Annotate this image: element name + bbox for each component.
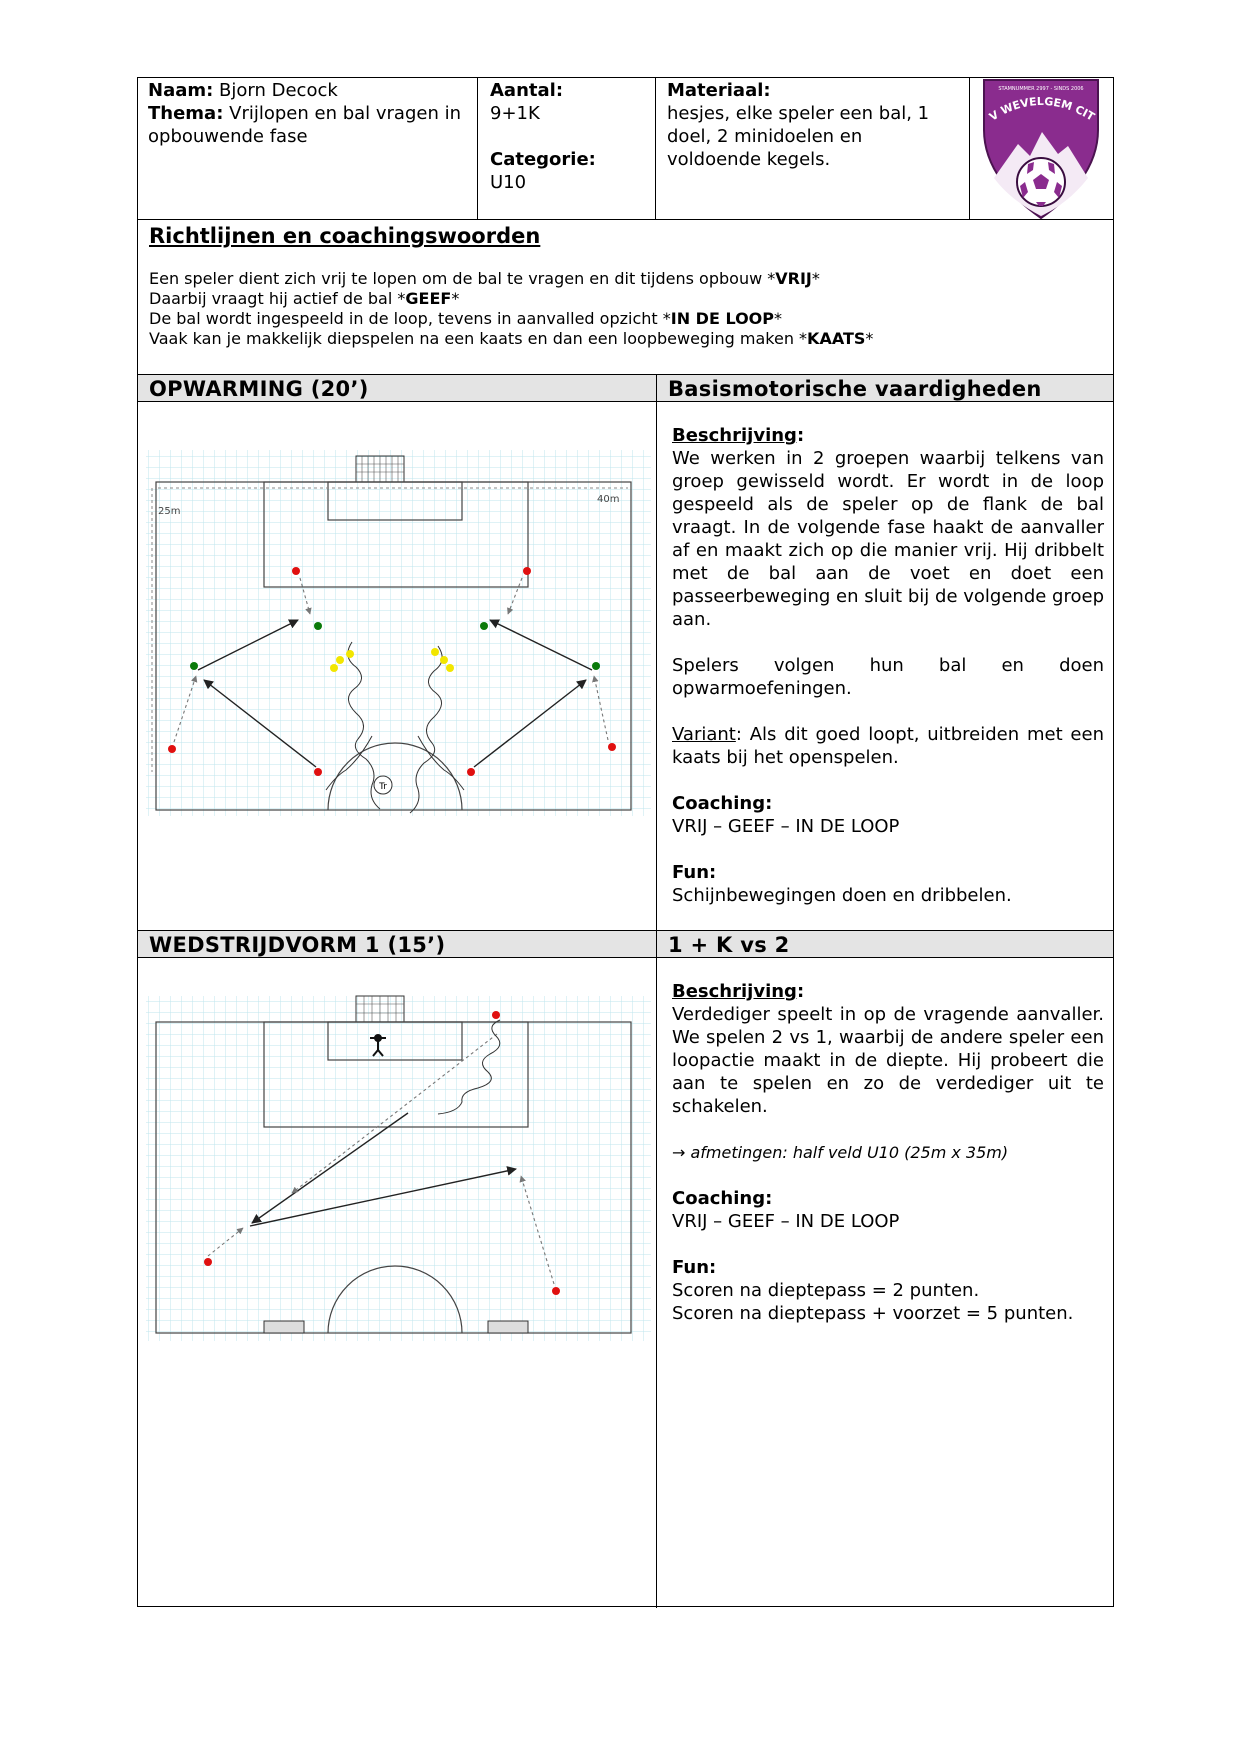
section1-body xyxy=(138,402,1113,931)
materiaal-cell xyxy=(656,78,970,219)
logo-small-text: STAMNUMMER 2997 - SINDS 2006 xyxy=(998,86,1084,92)
s1-coaching-label: Coaching: xyxy=(672,793,773,814)
materiaal-label: Materiaal: xyxy=(667,80,771,101)
dim-25m: 25m xyxy=(158,506,181,517)
s2-beschrijving: Verdediger speelt in op de vragende aanvaller. We spelen 2 vs 1, waarbij de andere speler een loopactie maakt in de diepte. Hij probeert die aan te spelen en zo de verdediger uit te schakelen. xyxy=(672,1004,1104,1117)
naam-value: Bjorn Decock xyxy=(219,80,338,101)
guideline-line-2: Daarbij vraagt hij actief de bal *GEEF* xyxy=(149,289,460,308)
categorie-value: U10 xyxy=(490,172,527,193)
s2-fun-line-2: Scoren na dieptepass + voorzet = 5 punten. xyxy=(672,1303,1074,1324)
logo-club-name: V WEVELGEM CIT xyxy=(986,94,1097,124)
section2-subtitle: 1 + K vs 2 xyxy=(668,933,790,957)
section1-subtitle: Basismotorische vaardigheden xyxy=(668,377,1042,401)
materiaal-value: hesjes, elke speler een bal, 1 doel, 2 minidoelen en voldoende kegels. xyxy=(667,103,930,170)
s1-coaching: VRIJ – GEEF – IN DE LOOP xyxy=(672,816,900,837)
thema-label: Thema: xyxy=(148,103,224,124)
dim-40m: 40m xyxy=(597,494,620,505)
s2-fun-line-1: Scoren na dieptepass = 2 punten. xyxy=(672,1280,980,1301)
trainer-label: Tr xyxy=(379,782,387,792)
training-sheet xyxy=(137,77,1114,1607)
s1-fun: Schijnbewegingen doen en dribbelen. xyxy=(672,885,1012,906)
thema-value: Vrijlopen en bal vragen in opbouwende fase xyxy=(148,103,462,147)
guidelines-row xyxy=(138,220,1113,375)
aantal-value: 9+1K xyxy=(490,103,540,124)
section1-header xyxy=(138,375,1113,402)
guidelines-title: Richtlijnen en coachingswoorden xyxy=(149,224,541,248)
s1-spelers: Spelers volgen hun bal en doen opwarmoefeningen. xyxy=(672,655,1104,699)
s1-beschrijving: We werken in 2 groepen waarbij telkens van groep gewisseld wordt. Er wordt in de loop gespeeld als de speler op de flank de bal vraagt. In de volgende fase haakt de aanvaller af en maakt zich op die manier vrij. Hij dribbelt met de bal aan de voet en doet een passeerbeweging en sluit bij de volgende groep aan. xyxy=(672,448,1104,630)
section2-header xyxy=(138,931,1113,958)
s1-beschrijving-label: Beschrijving xyxy=(672,425,797,446)
categorie-label: Categorie: xyxy=(490,149,596,170)
game-diagram xyxy=(138,958,657,1358)
section2-body xyxy=(138,958,1113,1608)
naam-thema-cell xyxy=(138,78,478,219)
pitch-grid-2 xyxy=(146,996,651,1341)
logo-cell xyxy=(970,78,1115,219)
mini-goal-right xyxy=(488,1321,528,1333)
s2-beschrijving-label: Beschrijving xyxy=(672,981,797,1002)
pitch-grid xyxy=(146,450,651,816)
s2-coaching: VRIJ – GEEF – IN DE LOOP xyxy=(672,1211,900,1232)
guideline-line-1: Een speler dient zich vrij te lopen om de bal te vragen en dit tijdens opbouw *VRIJ* xyxy=(149,269,820,288)
mini-goal-left xyxy=(264,1321,304,1333)
section1-text-cell: Beschrijving: We werken in 2 groepen waarbij telkens van groep gewisseld wordt. Er wordt in de loop gespeeld als de speler op de flank de bal vraagt. In de volgende fase haakt de aanvaller af en maakt zich op die manier vrij. Hij dribbelt met de bal aan de voet en doet een passeerbeweging en sluit bij de volgende groep aan. Spelers volgen hun bal en doen opwarmoefeningen. Variant: Als dit goed loopt, uitbreiden met een kaats bij het openspelen. Coaching: VRIJ – GEEF – IN DE LOOP Fun: Schijnbewegingen doen en dribbelen. xyxy=(672,425,1104,906)
guideline-line-4: Vaak kan je makkelijk diepspelen na een kaats en dan een loopbeweging maken *KAATS* xyxy=(149,329,874,348)
naam-label: Naam: xyxy=(148,80,214,101)
section1-diagram-cell xyxy=(138,402,657,930)
section2-text-cell: Beschrijving: Verdediger speelt in op de vragende aanvaller. We spelen 2 vs 1, waarbij de andere speler een loopactie maakt in de diepte. Hij probeert die aan te spelen en zo de verdediger uit te schakelen. → afmetingen: half veld U10 (25m x 35m) Coaching: VRIJ – GEEF – IN DE LOOP Fun: Scoren na dieptepass = 2 punten. Scoren na dieptepass + voorzet = 5 punten. xyxy=(672,981,1104,1324)
section2-title: WEDSTRIJDVORM 1 (15’) xyxy=(138,931,657,957)
guideline-line-3: De bal wordt ingespeeld in de loop, tevens in aanvalled opzicht *IN DE LOOP* xyxy=(149,309,782,328)
section1-title: OPWARMING (20’) xyxy=(138,375,657,401)
warmup-diagram xyxy=(138,402,657,931)
club-logo xyxy=(970,78,1115,220)
aantal-cell xyxy=(478,78,656,219)
s2-fun-label: Fun: xyxy=(672,1257,717,1278)
aantal-label: Aantal: xyxy=(490,80,564,101)
s2-afmetingen: → afmetingen: half veld U10 (25m x 35m) xyxy=(672,1143,1009,1162)
header-row xyxy=(138,78,1113,220)
s1-fun-label: Fun: xyxy=(672,862,717,883)
s1-variant: Variant: Als dit goed loopt, uitbreiden met een kaats bij het openspelen. xyxy=(672,724,1104,768)
section2-diagram-cell xyxy=(138,958,657,1608)
s2-coaching-label: Coaching: xyxy=(672,1188,773,1209)
